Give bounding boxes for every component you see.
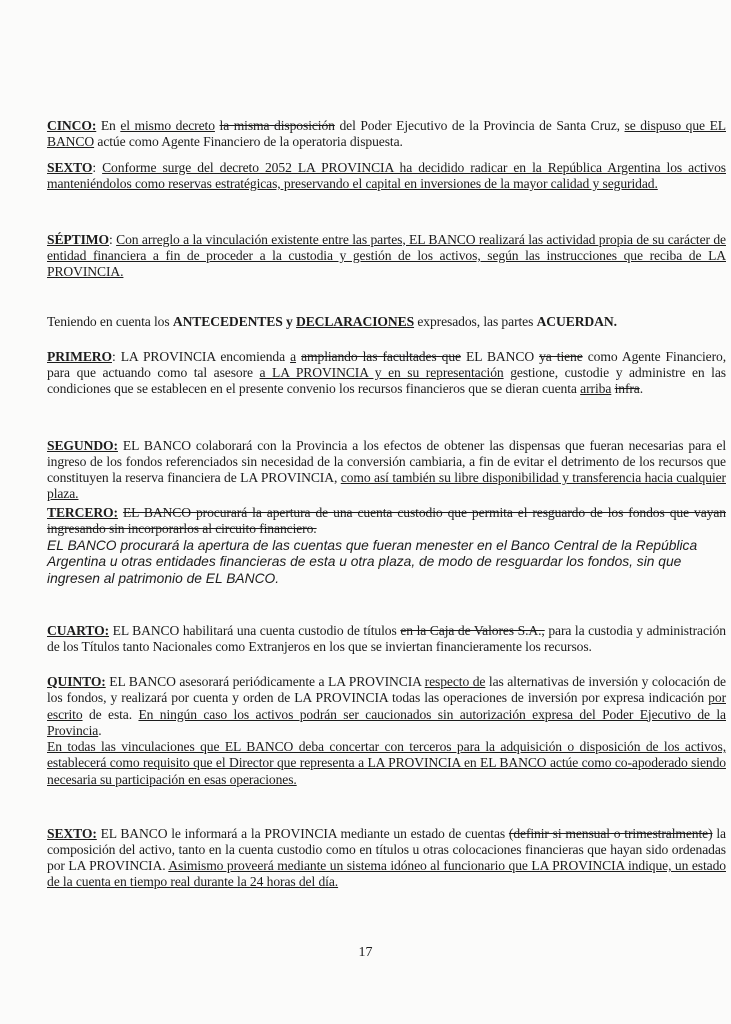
underlined-insertion: el mismo decreto	[120, 117, 215, 133]
intro-bold-underlined: DECLARACIONES	[296, 313, 415, 329]
clause-text: EL BANCO habilitará una cuenta custodio de títulos	[109, 622, 401, 638]
struck-text: ya tiene	[539, 348, 583, 364]
quinto-main	[47, 674, 726, 739]
underlined-insertion: Con arreglo a la vinculación existente entre las partes, EL BANCO realizará las actividad propia de su carácter de entidad financiera a fin de proceder a la custodia y gestión de los activos, según las instrucciones que reciba de LA PROVINCIA.	[47, 231, 726, 280]
struck-text: ampliando las facultades que	[301, 348, 461, 364]
underlined-insertion: respecto de	[424, 674, 486, 689]
clause-text: EL BANCO	[460, 348, 540, 364]
clause-cuarto	[47, 623, 726, 656]
struck-text: en la Caja de Valores S.A.,	[400, 622, 545, 638]
clause-label: TERCERO:	[47, 505, 118, 520]
underlined-insertion: se dispuso que EL BANCO	[47, 117, 726, 149]
underlined-insertion: arriba	[580, 381, 612, 397]
underlined-insertion: Conforme surge del decreto 2052 LA PROVINCIA ha decidido radicar en la República Argentina los activos manteniéndolos como reservas estratégicas, preservando el capital en inversiones de la mayor calidad y seguridad.	[47, 159, 726, 191]
underlined-insertion: como así también su libre disponibilidad y transferencia hacia cualquier plaza.	[47, 470, 726, 502]
clause-text: del Poder Ejecutivo de la Provincia de Santa Cruz,	[334, 117, 625, 133]
clause-label: CINCO:	[47, 117, 97, 133]
clause-text: gestione, custodie y administre en las condiciones que se establecen en el presente convenio los recursos financieros que se dieran cuenta	[47, 364, 726, 397]
underlined-insertion: por escrito	[47, 690, 726, 722]
clause-text: las alternativas de inversión y colocación de los fondos, y realizará por cuenta y orden de LA PROVINCIA todas las operaciones de inversión por expresa indicación	[47, 674, 726, 706]
clause-text: de esta.	[82, 706, 139, 722]
clause-text: .	[639, 381, 644, 397]
clause-tercero	[47, 505, 726, 587]
struck-text: EL BANCO procurará la apertura de una cuenta custodio que permita el resguardo de los fondos que vayan ingresando sin incorporarlos al circuito financiero.	[47, 505, 726, 537]
struck-text: la misma disposición	[219, 117, 335, 133]
underlined-insertion: En ningún caso los activos podrán ser caucionados sin autorización expresa del Poder Ejecutivo de la Provincia	[47, 706, 726, 738]
clause-septimo	[47, 232, 726, 281]
clause-text: como Agente Financiero, para que actuando como tal asesore	[47, 348, 726, 380]
clause-text: .	[98, 722, 102, 738]
clause-text: : LA PROVINCIA encomienda	[112, 348, 291, 364]
tercero-replacement: EL BANCO procurará la apertura de las cuentas que fueran menester en el Banco Central de la República Argentina u otras entidades financieras de esta u otra plaza, de modo de resguardar los fondos, sin que ingresen al patrimonio de EL BANCO.	[47, 537, 698, 586]
intro-bold: ANTECEDENTES y	[172, 313, 296, 329]
intro-bold: ACUERDAN.	[536, 313, 617, 329]
clause-cinco	[47, 118, 726, 151]
clause-sexto	[47, 160, 726, 193]
clause-label: PRIMERO	[47, 348, 112, 364]
page-number: 17	[358, 945, 373, 960]
clause-text: para la custodia y administración de los Títulos tanto Nacionales como Extranjeros en los que se inviertan financieramente los recursos.	[47, 622, 726, 654]
clause-quinto	[47, 674, 726, 788]
clause-sexto-informes	[47, 826, 726, 891]
clause-label: SÉPTIMO	[47, 231, 109, 247]
clause-segundo	[47, 438, 726, 503]
underlined-insertion: Asimismo proveerá mediante un sistema idóneo al funcionario que LA PROVINCIA indique, un estado de la cuenta en tiempo real durante la 24 horas del día.	[47, 858, 726, 890]
struck-text: infra	[614, 381, 640, 397]
clause-text: :	[92, 159, 103, 175]
clause-text: EL BANCO asesorará periódicamente a LA PROVINCIA	[105, 674, 425, 689]
clause-text: En	[96, 117, 121, 133]
clause-text: :	[109, 231, 117, 247]
clause-label: SEGUNDO:	[47, 437, 118, 453]
clause-primero	[47, 349, 726, 398]
tercero-original	[47, 505, 726, 538]
struck-text: (definir si mensual o trimestralmente)	[508, 825, 713, 841]
clause-text: la composición del activo, tanto en la cuenta custodio como en títulos u otras colocaciones financieras que hayan sido ordenadas por LA PROVINCIA.	[47, 825, 726, 874]
acuerdan-intro	[47, 314, 726, 330]
clause-label: CUARTO:	[47, 622, 110, 638]
underlined-insertion: a LA PROVINCIA y en su representación	[259, 364, 504, 380]
clause-label: SEXTO:	[47, 825, 97, 841]
intro-text: expresados, las partes	[414, 313, 537, 329]
intro-text: Teniendo en cuenta los	[47, 313, 173, 329]
clause-label: SEXTO	[47, 159, 93, 175]
clause-text: EL BANCO le informará a la PROVINCIA mediante un estado de cuentas	[96, 825, 509, 841]
quinto-addition: En todas las vinculaciones que EL BANCO deba concertar con terceros para la adquisición o disposición de los activos, establecerá como requisito que el Director que representa a LA PROVINCIA en EL BANCO actúe como co-apoderado siendo necesaria su participación en esas operaciones.	[47, 739, 726, 787]
underlined-insertion: a	[290, 348, 297, 364]
clause-text: EL BANCO colaborará con la Provincia a los efectos de obtener las dispensas que fueran necesarias para el ingreso de los fondos referenciados sin necesidad de la conversión cambiaria, a fin de evitar el detrimento de los recursos que constituyen la reserva financiera de LA PROVINCIA,	[47, 437, 726, 486]
clause-label: QUINTO:	[47, 674, 106, 689]
clause-text: actúe como Agente Financiero de la operatoria dispuesta.	[94, 133, 403, 149]
